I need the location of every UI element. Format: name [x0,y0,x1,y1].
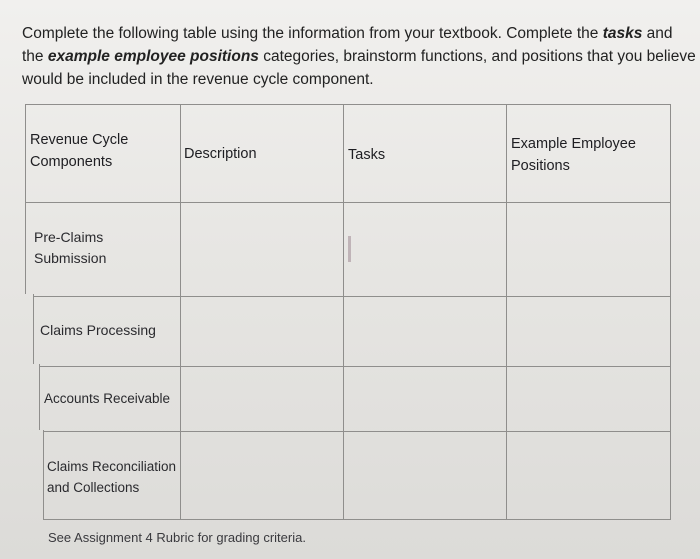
instructions-text-1: Complete the following table using the information from your textbook. Complete the [22,25,603,42]
header-tasks: Tasks [348,147,386,163]
instructions-text-3: categories, brainstorm functions, and positions that you believe would be included in the revenue cycle component. [22,48,696,88]
row-divider-3 [39,366,671,367]
row-label-claims-processing: Claims Processing [40,322,156,338]
row-label-accounts-receivable: Accounts Receivable [44,391,171,406]
rubric-note: See Assignment 4 Rubric for grading criteria. [48,530,306,545]
table-border-bottom [43,519,671,520]
table-border-right [670,104,671,520]
instructions-bold-positions: example employee positions [47,48,259,65]
table-border-top [25,104,671,105]
pen-mark [348,236,351,262]
instructions-bold-tasks: tasks [602,25,643,42]
header-description: Description [184,146,257,162]
row-divider-4 [43,431,671,432]
row-divider-2 [33,296,671,297]
row-label-pre-claims: Pre-Claims Submission [34,229,107,266]
row-label-claims-reconciliation: Claims Reconciliation and Collections [47,459,177,495]
col-divider-3 [506,104,507,520]
instructions-paragraph [22,22,697,91]
table-border-left [25,104,26,294]
instructions-text-2: and the [22,25,673,65]
table-border-left-2 [33,294,34,364]
header-components: Revenue Cycle Components [30,132,129,170]
table-border-left-3 [39,364,40,430]
col-divider-2 [343,104,344,520]
header-positions: Example Employee Positions [511,136,636,174]
table-border-left-4 [43,430,44,520]
row-divider-1 [25,202,671,203]
